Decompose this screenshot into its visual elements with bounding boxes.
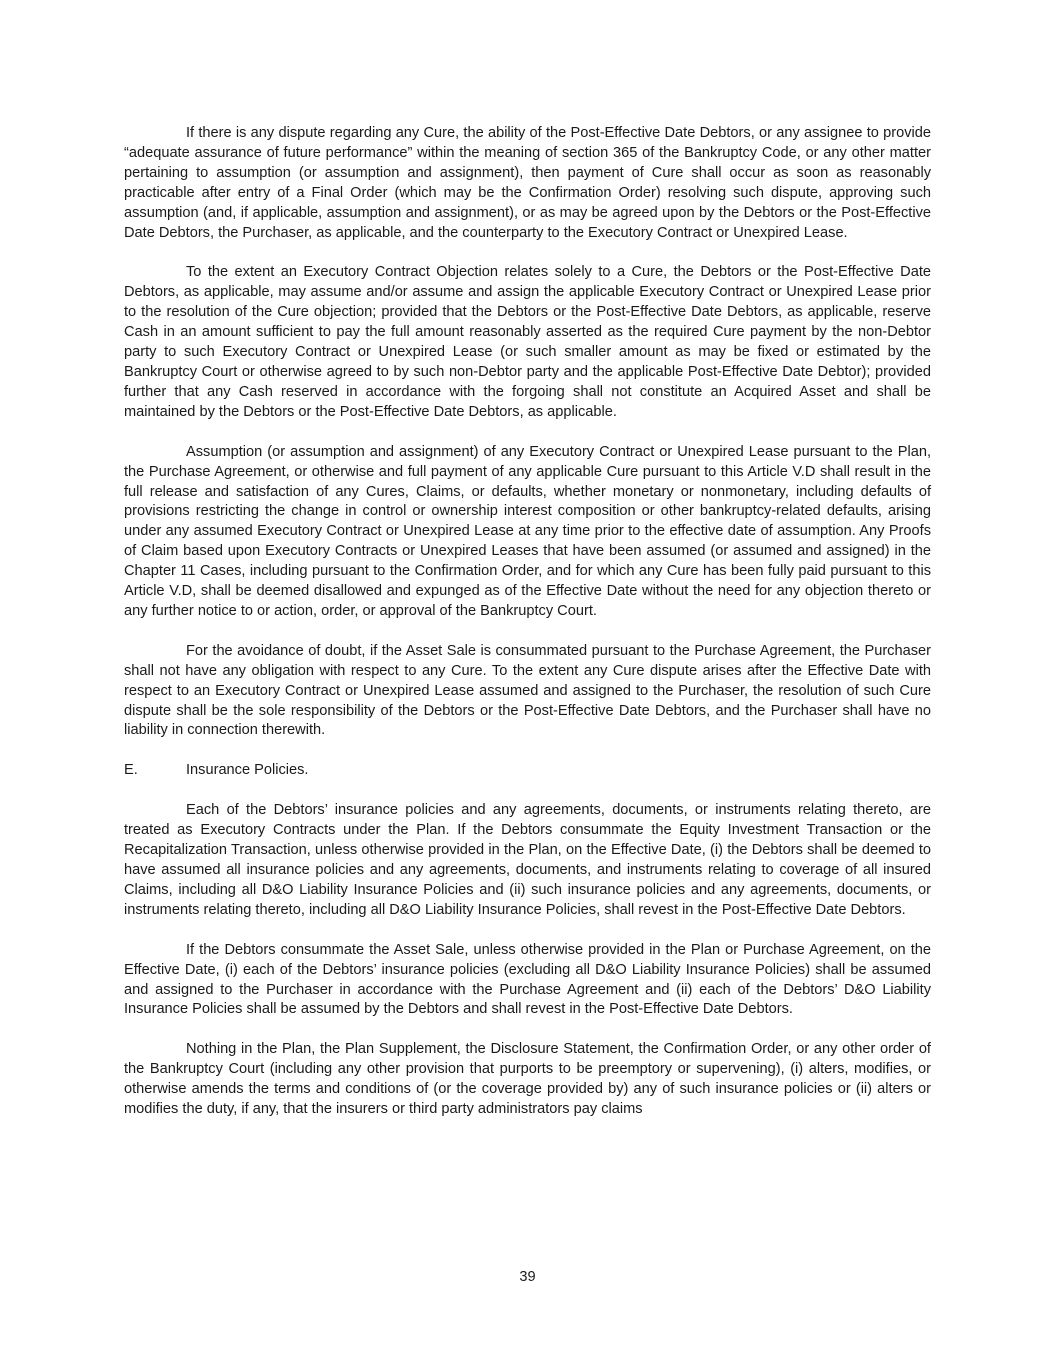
section-title: Insurance Policies. [186,762,309,779]
paragraph-insurance-assumption: Each of the Debtors’ insurance policies and any agreements, documents, or instruments relating thereto, are treated as Executory Contracts under the Plan. If the Debtors consummate the Equity Investment Transaction or the Recapitalization Transaction, unless otherwise provided in the Plan, on the Effective Date, (i) the Debtors shall be deemed to have assumed all insurance policies and any agreements, documents, and instruments relating to coverage of all insured Claims, including all D&O Liability Insurance Policies and (ii) such insurance policies and any agreements, documents, or instruments relating thereto, including all D&O Liability Insurance Policies, shall revest in the Post-Effective Date Debtors. [124,802,931,918]
paragraph-insurance-nothing-alters: Nothing in the Plan, the Plan Supplement, the Disclosure Statement, the Confirmation Order, or any other order of the Bankruptcy Court (including any other provision that purports to be preemptory or supervening), (i) alters, modifies, or otherwise amends the terms and conditions of (or the coverage provided by) any of such insurance policies or (ii) alters or modifies the duty, if any, that the insurers or third party administrators pay claims [124,1041,931,1118]
paragraph-insurance-asset-sale: If the Debtors consummate the Asset Sale, unless otherwise provided in the Plan or Purchase Agreement, on the Effective Date, (i) each of the Debtors’ insurance policies (excluding all D&O Liability Insurance Policies) shall be assumed and assigned to the Purchaser in accordance with the Purchase Agreement and (ii) each of the Debtors’ D&O Liability Insurance Policies shall be assumed by the Debtors and shall revest in the Post-Effective Date Debtors. [124,941,931,1018]
document-body [124,124,931,1140]
paragraph-cure-objection: To the extent an Executory Contract Objection relates solely to a Cure, the Debtors or the Post-Effective Date Debtors, as applicable, may assume and/or assume and assign the applicable Executory Contract or Unexpired Lease prior to the resolution of the Cure objection; provided that the Debtors or the Post-Effective Date Debtors, as applicable, reserve Cash in an amount sufficient to pay the full amount reasonably asserted as the required Cure payment by the non-Debtor party to such Executory Contract or Unexpired Lease (or such smaller amount as may be fixed or estimated by the Bankruptcy Court or otherwise agreed to by such non-Debtor party and the applicable Post-Effective Date Debtor); provided further that any Cash reserved in accordance with the forgoing shall not constitute an Acquired Asset and shall be maintained by the Debtors or the Post-Effective Date Debtors, as applicable. [124,264,931,420]
page-number: 39 [519,1269,536,1285]
section-letter: E. [124,762,138,779]
paragraph-cure-dispute: If there is any dispute regarding any Cure, the ability of the Post-Effective Date Debtors, or any assignee to provide “adequate assurance of future performance” within the meaning of section 365 of the Bankruptcy Code, or any other matter pertaining to assumption (or assumption and assignment), then payment of Cure shall occur as soon as reasonably practicable after entry of a Final Order (which may be the Confirmation Order) resolving such dispute, approving such assumption (and, if applicable, assumption and assignment), or as may be agreed upon by the Debtors or the Post-Effective Date Debtors, the Purchaser, as applicable, and the counterparty to the Executory Contract or Unexpired Lease. [124,125,931,241]
section-heading [124,761,931,781]
paragraph-assumption-release: Assumption (or assumption and assignment) of any Executory Contract or Unexpired Lease pursuant to the Plan, the Purchase Agreement, or otherwise and full payment of any applicable Cure pursuant to this Article V.D shall result in the full release and satisfaction of any Cures, Claims, or defaults, whether monetary or nonmonetary, including defaults of provisions restricting the change in control or ownership interest composition or other bankruptcy-related defaults, arising under any assumed Executory Contract or Unexpired Lease at any time prior to the effective date of assumption. Any Proofs of Claim based upon Executory Contracts or Unexpired Leases that have been assumed (or assumed and assigned) in the Chapter 11 Cases, including pursuant to the Confirmation Order, and for which any Cure has been fully paid pursuant to this Article V.D, shall be deemed disallowed and expunged as of the Effective Date without the need for any objection thereto or any further notice to or action, order, or approval of the Bankruptcy Court. [124,443,931,619]
paragraph-avoidance-of-doubt: For the avoidance of doubt, if the Asset Sale is consummated pursuant to the Purchase Agreement, the Purchaser shall not have any obligation with respect to any Cure. To the extent any Cure dispute arises after the Effective Date with respect to an Executory Contract or Unexpired Lease assumed and assigned to the Purchaser, the resolution of such Cure dispute shall be the sole responsibility of the Debtors or the Post-Effective Date Debtors, and the Purchaser shall have no liability in connection therewith. [124,642,931,739]
